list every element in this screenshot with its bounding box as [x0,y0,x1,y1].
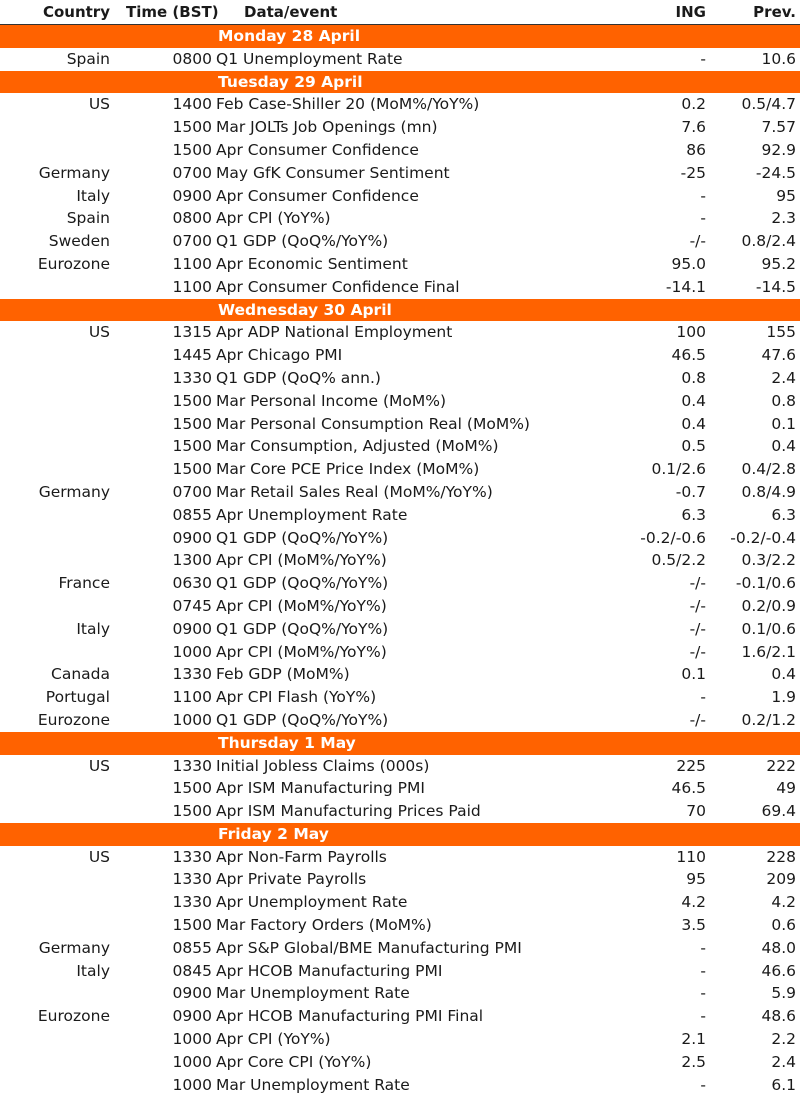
event-cell: May GfK Consumer Sentiment [216,163,450,182]
ing-forecast-cell: 46.5 [671,346,706,365]
event-cell: Mar Core PCE Price Index (MoM%) [216,460,480,479]
previous-value-cell: 46.6 [761,961,796,980]
table-row [0,413,800,436]
previous-value-cell: 69.4 [761,802,796,821]
table-row [0,914,800,937]
time-cell: 0900 [172,186,212,205]
day-header-label: Wednesday 30 April [218,300,392,319]
previous-value-cell: 222 [766,756,796,775]
time-cell: 1500 [172,779,212,798]
table-row [0,139,800,162]
event-cell: Mar Consumption, Adjusted (MoM%) [216,437,499,456]
ing-forecast-cell: -/- [689,596,706,615]
event-cell: Apr Unemployment Rate [216,893,408,912]
table-row [0,709,800,732]
event-cell: Apr Chicago PMI [216,346,343,365]
time-cell: 1500 [172,391,212,410]
previous-value-cell: 49 [776,779,796,798]
country-cell: Italy [76,186,110,205]
ing-forecast-cell: -14.1 [665,277,706,296]
time-cell: 1500 [172,916,212,935]
time-cell: 0900 [172,619,212,638]
ing-forecast-cell: 70 [686,802,706,821]
ing-forecast-cell: -0.2/-0.6 [640,528,706,547]
table-row [0,321,800,344]
ing-forecast-cell: 2.1 [681,1030,706,1049]
table-row [0,185,800,208]
time-cell: 0855 [172,505,212,524]
ing-forecast-cell: 3.5 [681,916,706,935]
ing-forecast-cell: 95 [686,870,706,889]
country-cell: Spain [66,209,110,228]
event-cell: Apr ISM Manufacturing Prices Paid [216,802,481,821]
table-row [0,686,800,709]
table-row [0,891,800,914]
previous-value-cell: 155 [766,323,796,342]
time-cell: 1500 [172,437,212,456]
time-cell: 1000 [172,642,212,661]
ing-forecast-cell: 0.1/2.6 [651,460,706,479]
ing-forecast-cell: -/- [689,710,706,729]
time-cell: 1445 [172,346,212,365]
ing-forecast-cell: -0.7 [675,482,706,501]
table-row [0,663,800,686]
ing-forecast-cell: 0.2 [681,95,706,114]
time-cell: 1330 [172,665,212,684]
day-header [0,25,800,48]
ing-forecast-cell: 0.4 [681,391,706,410]
table-header [0,0,800,25]
previous-value-cell: 4.2 [771,893,796,912]
event-cell: Apr Non-Farm Payrolls [216,847,387,866]
table-row [0,207,800,230]
previous-value-cell: 47.6 [761,346,796,365]
time-cell: 1500 [172,414,212,433]
table-row [0,390,800,413]
table-row [0,435,800,458]
previous-value-cell: 1.6/2.1 [741,642,796,661]
time-cell: 1100 [172,688,212,707]
event-cell: Apr HCOB Manufacturing PMI Final [216,1007,484,1026]
day-header-label: Tuesday 29 April [218,72,363,91]
table-row [0,549,800,572]
event-cell: Mar Factory Orders (MoM%) [216,916,432,935]
event-column-header: Data/event [244,3,338,21]
table-row [0,846,800,869]
time-cell: 1330 [172,368,212,387]
country-cell: Canada [51,665,110,684]
ing-forecast-cell: -/- [689,574,706,593]
time-cell: 0900 [172,984,212,1003]
previous-value-cell: 48.0 [761,938,796,957]
event-cell: Apr ISM Manufacturing PMI [216,779,425,798]
time-cell: 1000 [172,1052,212,1071]
table-row [0,1051,800,1074]
time-cell: 1500 [172,802,212,821]
country-cell: Italy [76,619,110,638]
time-cell: 1500 [172,118,212,137]
country-cell: US [88,95,110,114]
ing-forecast-cell: 7.6 [681,118,706,137]
previous-value-cell: 0.5/4.7 [741,95,796,114]
event-cell: Apr ADP National Employment [216,323,453,342]
country-cell: Eurozone [37,710,110,729]
table-row [0,1005,800,1028]
event-cell: Q1 GDP (QoQ%/YoY%) [216,710,389,729]
ing-forecast-cell: 0.1 [681,665,706,684]
event-cell: Apr Economic Sentiment [216,254,408,273]
previous-value-cell: -0.2/-0.4 [730,528,796,547]
table-row [0,458,800,481]
event-cell: Apr CPI Flash (YoY%) [216,688,377,707]
previous-value-cell: 209 [766,870,796,889]
ing-forecast-cell: - [700,209,706,228]
country-cell: Germany [38,482,110,501]
previous-value-cell: 0.1/0.6 [741,619,796,638]
time-cell: 0700 [172,232,212,251]
previous-value-cell: -14.5 [755,277,796,296]
time-cell: 1100 [172,277,212,296]
event-cell: Q1 GDP (QoQ%/YoY%) [216,574,389,593]
event-cell: Q1 Unemployment Rate [216,49,403,68]
previous-value-cell: 2.4 [771,1052,796,1071]
time-cell: 1330 [172,756,212,775]
country-cell: US [88,323,110,342]
event-cell: Apr Consumer Confidence [216,186,419,205]
table-row [0,367,800,390]
table-row [0,48,800,71]
event-cell: Apr Unemployment Rate [216,505,408,524]
event-cell: Mar Unemployment Rate [216,1075,410,1094]
event-cell: Apr CPI (YoY%) [216,1030,331,1049]
time-cell: 1330 [172,870,212,889]
country-cell: US [88,756,110,775]
country-cell: Sweden [48,232,110,251]
event-cell: Mar Unemployment Rate [216,984,410,1003]
time-cell: 1000 [172,1030,212,1049]
table-row [0,595,800,618]
country-cell: Spain [66,49,110,68]
event-cell: Apr Private Payrolls [216,870,367,889]
table-row [0,960,800,983]
table-row [0,230,800,253]
previous-value-cell: 95 [776,186,796,205]
event-cell: Mar Personal Income (MoM%) [216,391,447,410]
time-cell: 1330 [172,893,212,912]
table-row [0,276,800,299]
previous-value-cell: 0.2/1.2 [741,710,796,729]
table-row [0,777,800,800]
country-cell: France [58,574,110,593]
time-cell: 0700 [172,482,212,501]
ing-forecast-cell: -/- [689,619,706,638]
ing-forecast-cell: 225 [676,756,706,775]
event-cell: Apr Consumer Confidence Final [216,277,460,296]
previous-value-cell: 10.6 [761,49,796,68]
table-row [0,116,800,139]
day-header [0,732,800,755]
time-cell: 1400 [172,95,212,114]
table-row [0,481,800,504]
time-cell: 1500 [172,140,212,159]
previous-value-cell: 5.9 [771,984,796,1003]
day-header-label: Friday 2 May [218,824,329,843]
ing-forecast-cell: - [700,1075,706,1094]
table-row [0,937,800,960]
prev-column-header: Prev. [753,3,796,21]
country-cell: Germany [38,163,110,182]
table-row [0,253,800,276]
day-header-label: Monday 28 April [218,27,361,45]
ing-forecast-cell: 110 [676,847,706,866]
table-row [0,93,800,116]
previous-value-cell: 92.9 [761,140,796,159]
ing-forecast-cell: - [700,1007,706,1026]
country-cell: Eurozone [37,254,110,273]
previous-value-cell: 1.9 [771,688,796,707]
table-row [0,572,800,595]
country-cell: Italy [76,961,110,980]
time-cell: 1100 [172,254,212,273]
table-row [0,755,800,778]
previous-value-cell: 0.8/2.4 [741,232,796,251]
ing-forecast-cell: -25 [680,163,706,182]
event-cell: Mar JOLTs Job Openings (mn) [216,118,438,137]
time-cell: 1330 [172,847,212,866]
day-header [0,71,800,94]
day-header [0,299,800,322]
time-cell: 0700 [172,163,212,182]
table-row [0,1028,800,1051]
time-cell: 1000 [172,710,212,729]
ing-forecast-cell: 0.5/2.2 [651,551,706,570]
country-column-header: Country [42,3,110,21]
time-column-header: Time (BST) [126,3,219,21]
event-cell: Q1 GDP (QoQ%/YoY%) [216,619,389,638]
ing-forecast-cell: 0.8 [681,368,706,387]
day-header [0,823,800,846]
ing-forecast-cell: 86 [686,140,706,159]
previous-value-cell: 0.4 [771,437,796,456]
previous-value-cell: 0.4 [771,665,796,684]
ing-forecast-cell: 46.5 [671,779,706,798]
table-row [0,527,800,550]
ing-forecast-cell: -/- [689,642,706,661]
time-cell: 0845 [172,961,212,980]
table-row [0,344,800,367]
time-cell: 0855 [172,938,212,957]
time-cell: 1500 [172,460,212,479]
previous-value-cell: 0.6 [771,916,796,935]
country-cell: Germany [38,938,110,957]
time-cell: 0800 [172,209,212,228]
table-row [0,1074,800,1096]
previous-value-cell: 0.4/2.8 [741,460,796,479]
previous-value-cell: 2.2 [771,1030,796,1049]
previous-value-cell: 0.2/0.9 [741,596,796,615]
ing-column-header: ING [675,3,706,21]
event-cell: Apr Core CPI (YoY%) [216,1052,372,1071]
event-cell: Mar Retail Sales Real (MoM%/YoY%) [216,482,493,501]
time-cell: 1315 [172,323,212,342]
ing-forecast-cell: 6.3 [681,505,706,524]
time-cell: 1300 [172,551,212,570]
country-cell: Portugal [45,688,110,707]
event-cell: Q1 GDP (QoQ%/YoY%) [216,528,389,547]
previous-value-cell: 48.6 [761,1007,796,1026]
previous-value-cell: 6.1 [771,1075,796,1094]
table-row [0,800,800,823]
event-cell: Mar Personal Consumption Real (MoM%) [216,414,530,433]
time-cell: 0745 [172,596,212,615]
previous-value-cell: 0.1 [771,414,796,433]
previous-value-cell: 2.3 [771,209,796,228]
previous-value-cell: -0.1/0.6 [735,574,796,593]
previous-value-cell: 6.3 [771,505,796,524]
ing-forecast-cell: - [700,984,706,1003]
ing-forecast-cell: - [700,961,706,980]
ing-forecast-cell: 4.2 [681,893,706,912]
ing-forecast-cell: 100 [676,323,706,342]
ing-forecast-cell: 0.5 [681,437,706,456]
event-cell: Initial Jobless Claims (000s) [216,756,430,775]
time-cell: 0630 [172,574,212,593]
event-cell: Apr HCOB Manufacturing PMI [216,961,443,980]
table-row [0,982,800,1005]
event-cell: Apr CPI (MoM%/YoY%) [216,596,387,615]
country-cell: US [88,847,110,866]
event-cell: Apr S&P Global/BME Manufacturing PMI [216,938,522,957]
table-row [0,641,800,664]
table-row [0,504,800,527]
previous-value-cell: 0.8/4.9 [741,482,796,501]
country-cell: Eurozone [37,1007,110,1026]
day-header-label: Thursday 1 May [218,733,356,752]
event-cell: Q1 GDP (QoQ% ann.) [216,368,381,387]
event-cell: Apr CPI (YoY%) [216,209,331,228]
event-cell: Feb Case-Shiller 20 (MoM%/YoY%) [216,95,480,114]
previous-value-cell: 228 [766,847,796,866]
ing-forecast-cell: - [700,49,706,68]
previous-value-cell: -24.5 [755,163,796,182]
time-cell: 0900 [172,528,212,547]
previous-value-cell: 0.3/2.2 [741,551,796,570]
event-cell: Apr CPI (MoM%/YoY%) [216,642,387,661]
time-cell: 0800 [172,49,212,68]
ing-forecast-cell: - [700,186,706,205]
previous-value-cell: 7.57 [761,118,796,137]
event-cell: Apr CPI (MoM%/YoY%) [216,551,387,570]
previous-value-cell: 2.4 [771,368,796,387]
ing-forecast-cell: - [700,688,706,707]
ing-forecast-cell: -/- [689,232,706,251]
time-cell: 0900 [172,1007,212,1026]
time-cell: 1000 [172,1075,212,1094]
ing-forecast-cell: - [700,938,706,957]
event-cell: Q1 GDP (QoQ%/YoY%) [216,232,389,251]
table-row [0,162,800,185]
table-row [0,868,800,891]
ing-forecast-cell: 0.4 [681,414,706,433]
ing-forecast-cell: 2.5 [681,1052,706,1071]
ing-forecast-cell: 95.0 [671,254,706,273]
event-cell: Apr Consumer Confidence [216,140,419,159]
table-row [0,618,800,641]
table-body [0,25,800,1096]
event-cell: Feb GDP (MoM%) [216,665,350,684]
previous-value-cell: 0.8 [771,391,796,410]
previous-value-cell: 95.2 [761,254,796,273]
